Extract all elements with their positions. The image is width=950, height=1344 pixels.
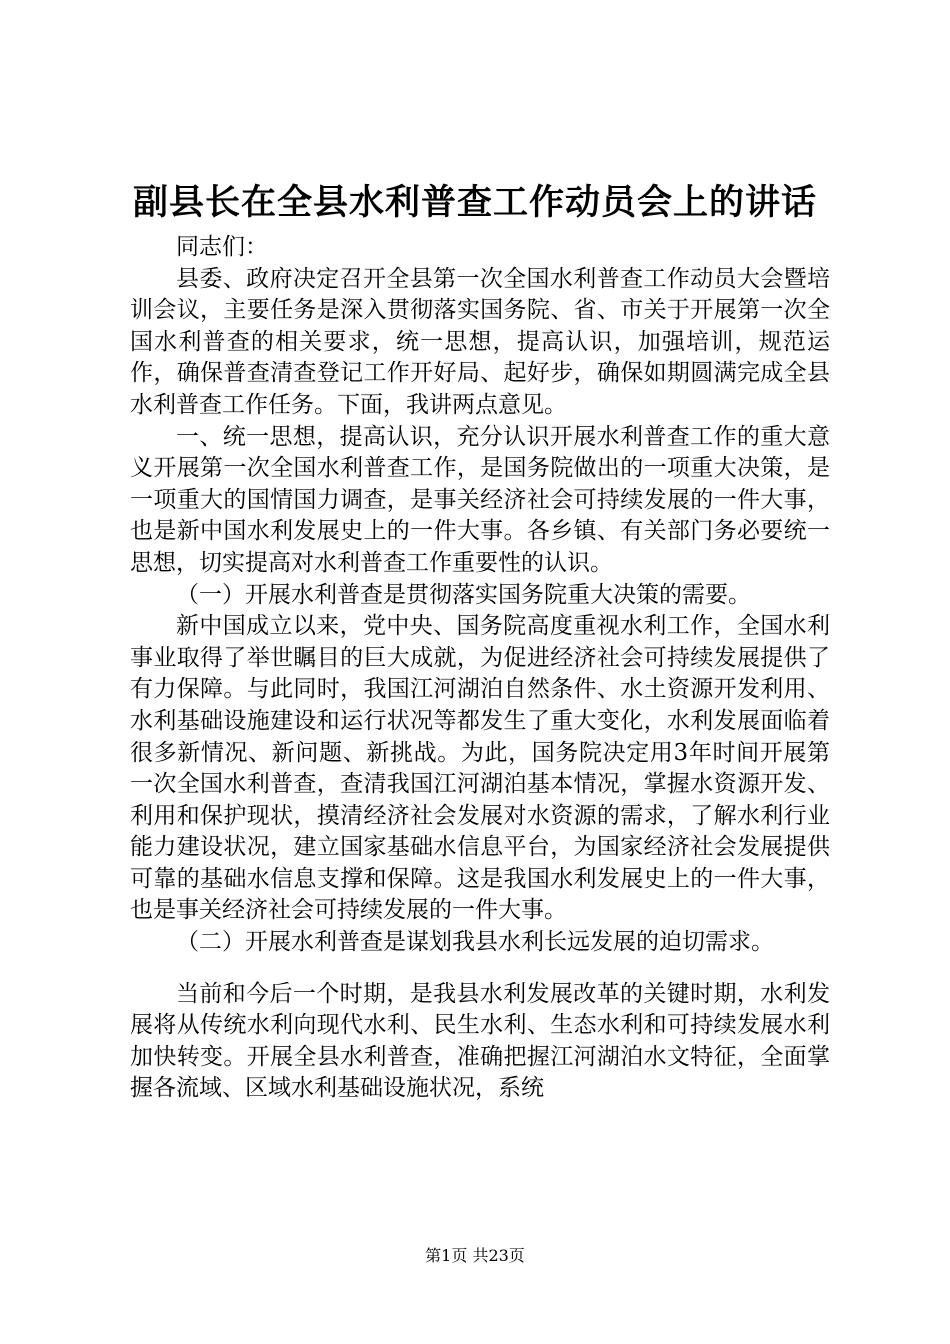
paragraph-intro: 县委、政府决定召开全县第一次全国水利普查工作动员大会暨培训会议，主要任务是深入贯彻落实国务院、省、市关于开展第一次全国水利普查的相关要求，统一思想，提高认识，加强培训，规范运作，确保普查清查登记工作开好局、起好步，确保如期圆满完成全县水利普查工作任务。下面，我讲两点意见。	[130, 265, 830, 418]
page-number: 第1页 共23页	[425, 1246, 525, 1265]
document-body	[130, 232, 830, 1105]
paragraph-subsection-1: （一）开展水利普查是贯彻落实国务院重大决策的需要。	[176, 581, 751, 608]
paragraph-subsection-1-body: 新中国成立以来，党中央、国务院高度重视水利工作，全国水利事业取得了举世瞩目的巨大成就，为促进经济社会可持续发展提供了有力保障。与此同时，我国江河湖泊自然条件、水土资源开发利用、水利基础设施建设和运行状况等都发生了重大变化，水利发展面临着很多新情况、新问题、新挑战。为此，国务院决定用3年时间开展第一次全国水利普查，查清我国江河湖泊基本情况，掌握水资源开发、利用和保护现状，摸清经济社会发展对水资源的需求，了解水利行业能力建设状况，建立国家基础水信息平台，为国家经济社会发展提供可靠的基础水信息支撑和保障。这是我国水利发展史上的一件大事，也是事关经济社会可持续发展的一件大事。	[130, 613, 830, 924]
paragraph-subsection-2-body: 当前和今后一个时期，是我县水利发展改革的关键时期，水利发展将从传统水利向现代水利、民生水利、生态水利和可持续发展水利加快转变。开展全县水利普查，准确把握江河湖泊水文特征，全面掌握各流域、区域水利基础设施状况，系统	[130, 980, 830, 1102]
paragraph-section-1: 一、统一思想，提高认识，充分认识开展水利普查工作的重大意义开展第一次全国水利普查工作，是国务院做出的一项重大决策，是一项重大的国情国力调查，是事关经济社会可持续发展的一件大事，也是新中国水利发展史上的一件大事。各乡镇、有关部门务必要统一思想，切实提高对水利普查工作重要性的认识。	[130, 423, 830, 576]
salutation: 同志们：	[176, 234, 268, 260]
document-title: 副县长在全县水利普查工作动员会上的讲话	[132, 182, 817, 223]
paragraph-subsection-2: （二）开展水利普查是谋划我县水利长远发展的迫切需求。	[176, 929, 774, 956]
